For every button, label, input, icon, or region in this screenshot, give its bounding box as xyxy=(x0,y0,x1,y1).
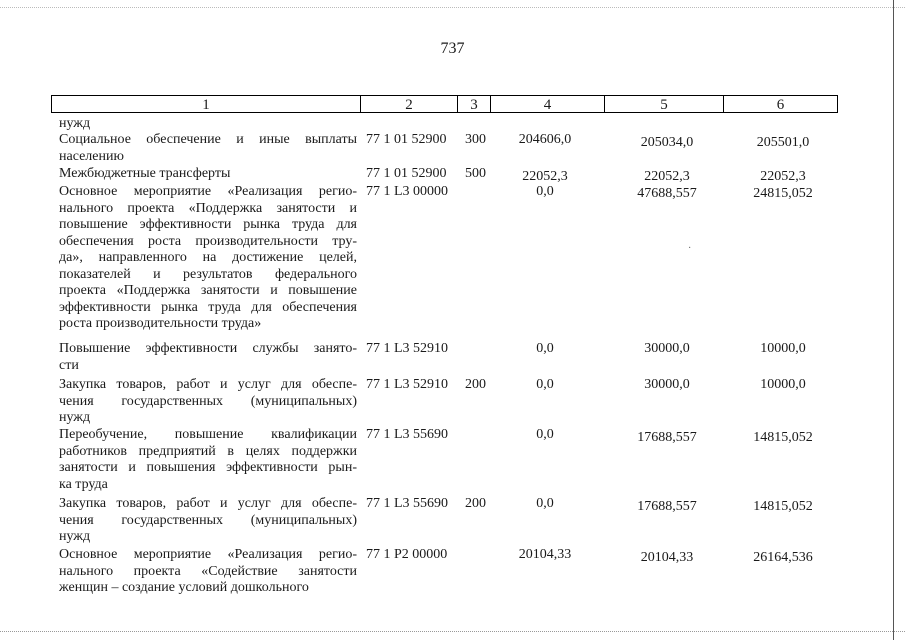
row-name-line: работников предприятий в целях поддержки xyxy=(59,443,357,459)
row-value-col6: 22052,3 xyxy=(760,169,806,184)
row-name xyxy=(59,427,357,493)
row-name-line: Основное мероприятие «Реализация регио- xyxy=(59,547,357,562)
row-name xyxy=(59,132,357,165)
row-name-line: эффективности рынка труда для обеспечения xyxy=(59,299,357,315)
row-expense-type: 300 xyxy=(465,132,486,147)
row-name-line: населению xyxy=(59,148,124,164)
row-name-line: сти xyxy=(59,357,79,373)
row-value-col4: 0,0 xyxy=(536,496,554,511)
row-name-line: чения государственных (муниципальных) xyxy=(59,512,357,528)
row-name-line: Закупка товаров, работ и услуг для обеспе- xyxy=(59,496,357,511)
row-name-line: роста производительности труда» xyxy=(59,316,262,331)
header-col-5: 5 xyxy=(605,95,724,113)
row-name-line: Социальное обеспечение и иные выплаты xyxy=(59,132,357,147)
scan-speck: · xyxy=(688,243,692,254)
row-value-col5: 22052,3 xyxy=(644,169,690,184)
row-value-col6: 24815,052 xyxy=(753,186,813,201)
row-name-line: женщин – создание условий дошкольного xyxy=(59,580,309,595)
row-name-line: нужд xyxy=(59,410,91,425)
row-value-col5: 17688,557 xyxy=(637,499,697,514)
row-value-col4: 22052,3 xyxy=(522,169,568,184)
row-value-col6: 14815,052 xyxy=(753,499,813,514)
header-col-2: 2 xyxy=(361,95,458,113)
row-name-line: Основное мероприятие «Реализация регио- xyxy=(59,184,357,199)
page-number: 737 xyxy=(440,40,465,57)
row-name xyxy=(59,341,357,374)
row-name-line: ка труда xyxy=(59,476,108,492)
row-name-line: Межбюджетные трансферты xyxy=(59,166,231,181)
row-name-line: обеспечения роста производительности тру- xyxy=(59,233,357,249)
row-code: 77 1 L3 52910 xyxy=(366,341,449,356)
row-name xyxy=(59,496,357,546)
row-value-col5: 17688,557 xyxy=(637,430,697,445)
row-code: 77 1 P2 00000 xyxy=(366,547,448,562)
row-value-col5: 30000,0 xyxy=(644,377,690,392)
row-name xyxy=(59,166,357,183)
row-name-line: Повышение эффективности службы занято- xyxy=(59,341,357,356)
row-value-col4: 0,0 xyxy=(536,377,554,392)
scan-right-edge xyxy=(893,0,894,640)
row-code: 77 1 01 52900 xyxy=(366,132,447,147)
row-code: 77 1 L3 52910 xyxy=(366,377,449,392)
row-name-line: показателей и результатов федерального xyxy=(59,266,357,282)
row-code: 77 1 L3 55690 xyxy=(366,496,449,511)
row-name-line: Закупка товаров, работ и услуг для обеспе- xyxy=(59,377,357,392)
row-value-col5: 205034,0 xyxy=(640,135,694,150)
row-value-col5: 47688,557 xyxy=(637,186,697,201)
row-value-col6: 10000,0 xyxy=(760,341,806,356)
row-value-col4: 20104,33 xyxy=(518,547,572,562)
row-value-col6: 205501,0 xyxy=(756,135,810,150)
row-name-line: проекта «Поддержка занятости и повышение xyxy=(59,283,357,298)
row-value-col4: 204606,0 xyxy=(518,132,572,147)
row-name-line: занятости и повышения эффективности рын- xyxy=(59,460,357,475)
row-expense-type: 200 xyxy=(465,496,486,511)
row-value-col6: 26164,536 xyxy=(753,550,813,565)
row-name xyxy=(59,547,357,597)
row-name xyxy=(59,184,357,333)
row-value-col4: 0,0 xyxy=(536,184,554,199)
row-value-col5: 20104,33 xyxy=(640,550,694,565)
row-value-col4: 0,0 xyxy=(536,341,554,356)
row-code: 77 1 L3 55690 xyxy=(366,427,449,442)
row-code: 77 1 L3 00000 xyxy=(366,184,449,199)
header-col-1: 1 xyxy=(51,95,361,113)
row-name-line: нального проекта «Поддержка занятости и xyxy=(59,200,357,216)
row-name-line: да», направленного на достижение целей, xyxy=(59,250,357,265)
scan-bottom-edge xyxy=(0,631,905,632)
header-col-3: 3 xyxy=(458,95,491,113)
row-expense-type: 200 xyxy=(465,377,486,392)
row-expense-type: 500 xyxy=(465,166,486,181)
header-col-4: 4 xyxy=(491,95,605,113)
row-name-line: нужд xyxy=(59,116,91,131)
row-code: 77 1 01 52900 xyxy=(366,166,447,181)
row-name-line: нужд xyxy=(59,529,91,544)
row-name xyxy=(59,377,357,427)
row-name-line: нального проекта «Содействие занятости xyxy=(59,563,357,579)
row-value-col4: 0,0 xyxy=(536,427,554,442)
scan-top-edge xyxy=(0,7,905,8)
row-value-col6: 14815,052 xyxy=(753,430,813,445)
row-name-line: Переобучение, повышение квалификации xyxy=(59,427,357,442)
row-value-col6: 10000,0 xyxy=(760,377,806,392)
row-value-col5: 30000,0 xyxy=(644,341,690,356)
header-col-6: 6 xyxy=(724,95,838,113)
row-name xyxy=(59,116,357,133)
row-name-line: повышение эффективности рынка труда для xyxy=(59,217,357,232)
row-name-line: чения государственных (муниципальных) xyxy=(59,393,357,409)
